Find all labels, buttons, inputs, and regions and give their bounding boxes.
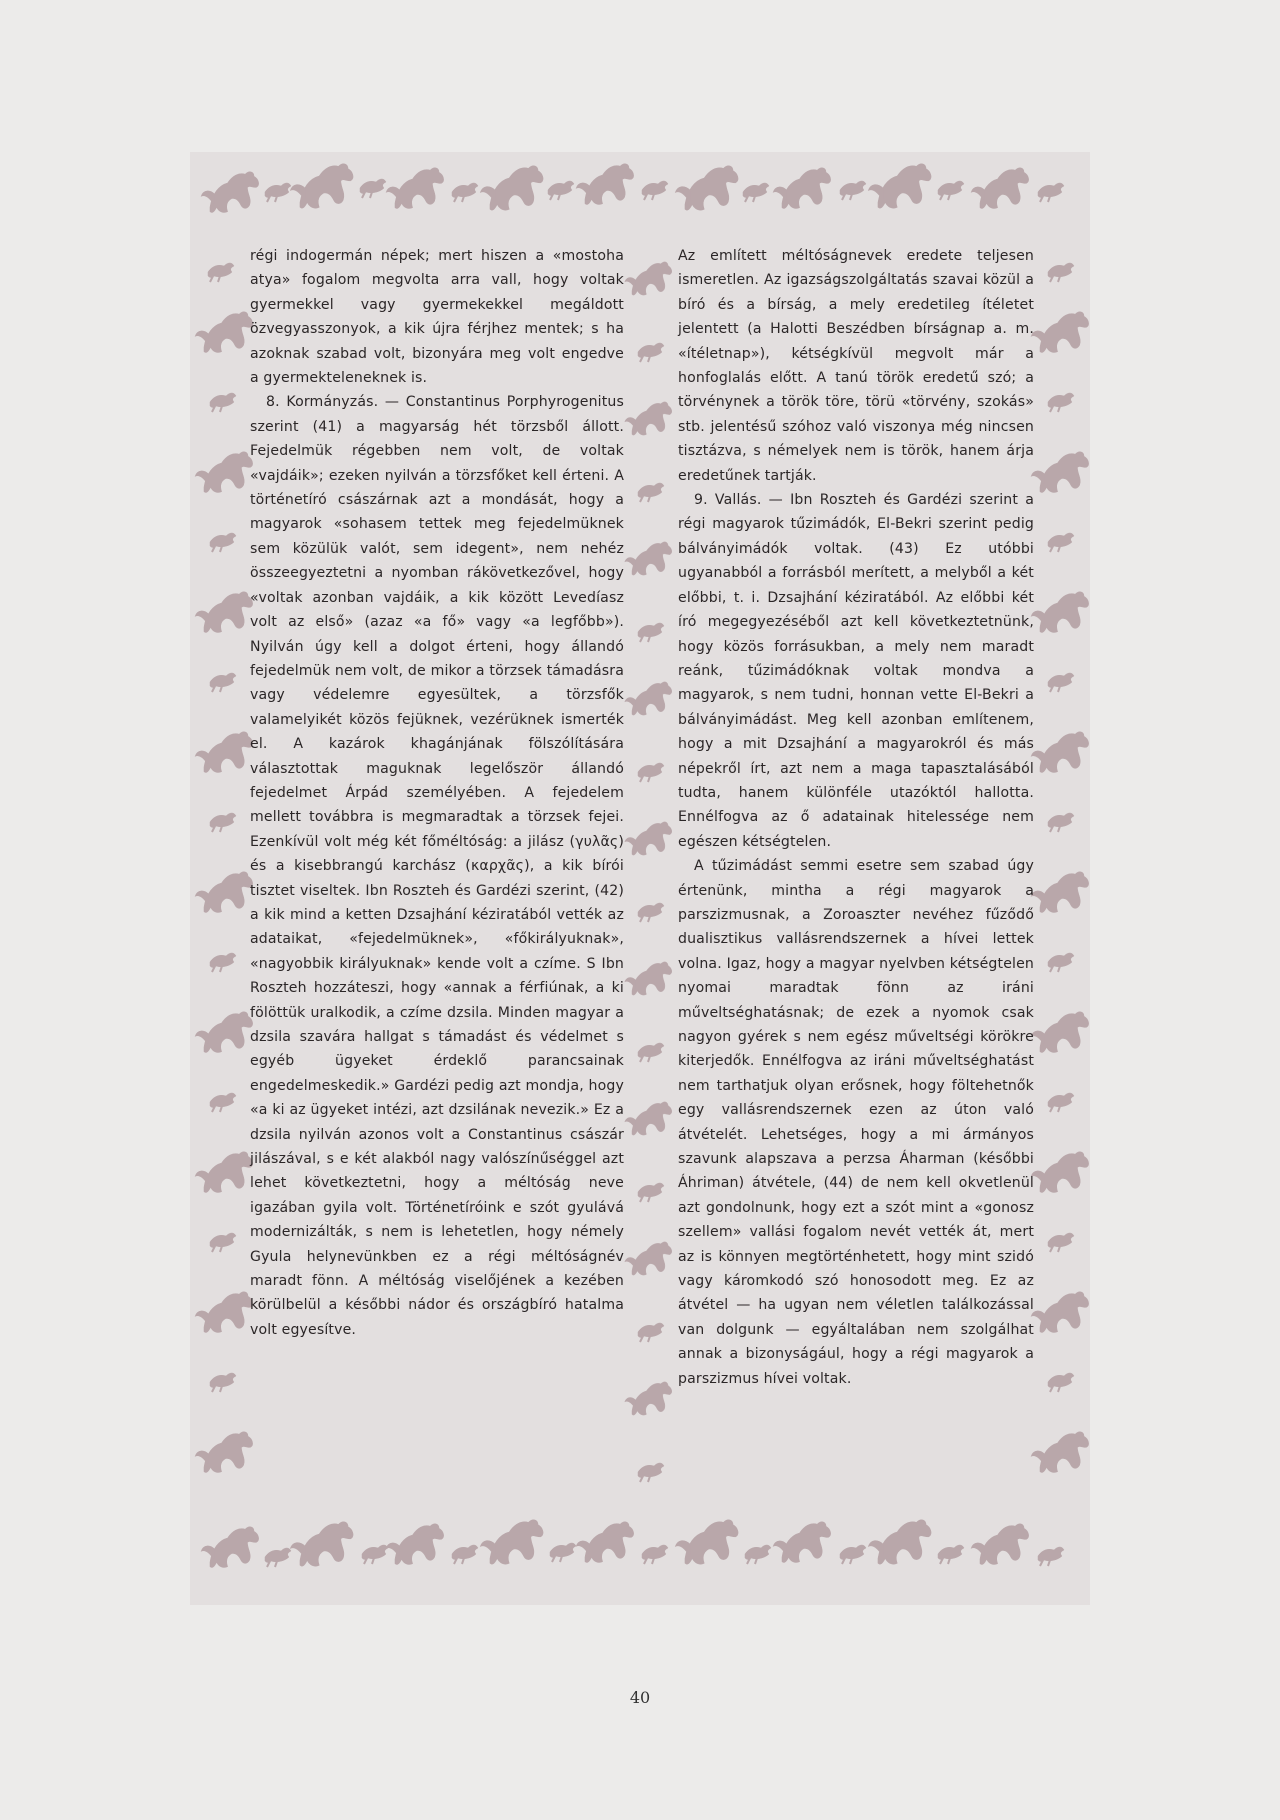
page-number: 40 bbox=[629, 1688, 651, 1707]
page-panel bbox=[190, 152, 1090, 1605]
paragraph: régi indogermán népek; mert hiszen a «mostoha atya» fogalom megvolta arra vall, hogy voltak gyermekkel vagy gyermekekkel megáldott özvegyasszonyok, a kik újra férjhez mentek; s ha azoknak szabad volt, bizonyára meg volt engedve a gyermekteleneknek is. bbox=[250, 248, 624, 387]
left-text-column bbox=[250, 244, 624, 1342]
paragraph: 9. Vallás. — Ibn Roszteh és Gardézi szerint a régi magyarok tűzimádók, El-Bekri szerint pedig bálványimádók voltak. (43) Ez utóbbi ugyanabból a forrásból merített, a melyből a két előbbi, t. i. Dzsajhání kéziratából. Az előbbi két író megegyezéséből azt kell következtetnünk, hogy közös forrásukban, a mely nem maradt reánk, tűzimádóknak voltak mondva a magyarok, s nem tudni, honnan vette El-Bekri a bálványimádást. Meg kell azonban említenem, hogy a mit Dzsajhání a magyarokról és más népekről írt, azt nem a maga tapasztalásából tudta, hanem különféle utazóktól hallotta. Ennélfogva az ő adatainak hitelessége nem egészen kétségtelen. bbox=[678, 492, 1034, 850]
right-text-column bbox=[678, 244, 1034, 1391]
paragraph: A tűzimádást semmi esetre sem szabad úgy értenünk, mintha a régi magyarok a parszizmusnak, a Zoroaszter nevéhez fűződő dualisztikus vallásrendszernek a hívei lettek volna. Igaz, hogy a magyar nyelvben kétségtelen nyomai maradtak fönn az iráni műveltséghatásnak; de ezek a nyomok csak nagyon gyérek s nem egész műveltségi körökre kiterjedők. Ennélfogva az iráni műveltséghatást nem tarthatjuk olyan erősnek, hogy föltehetnők egy vallásrendszernek ezen az úton való átvételét. Lehetséges, hogy a mi ármányos szavunk alapszava a perzsa Áharman (későbbi Áhriman) átvétele, (44) de nem kell okvetlenül azt gondolnunk, hogy ezt a szót mint a «gonosz szellem» vallási fogalom nevét vették át, mert az is könnyen megtörténhetett, hogy mint szidó vagy káromkodó szó honosodott meg. Ez az átvétel — ha ugyan nem véletlen találkozással van dolgunk — egyáltalában nem szolgálhat annak a bizonyságául, hogy a régi magyarok a parszizmus hívei voltak. bbox=[678, 858, 1034, 1387]
paragraph: Az említett méltóságnevek eredete teljesen ismeretlen. Az igazságszolgáltatás szavai közül a bíró és a bírság, a mely eredetileg ítéletet jelentett (a Halotti Beszédben bírságnap a. m. «ítéletnap»), kétségkívül megvolt már a honfoglalás előtt. A tanú török eredetű szó; a törvénynek a török töre, törü «törvény, szokás» stb. jelentésű szóhoz való viszonya még nincsen tisztázva, s némelyek nem is török, hanem árja eredetűnek tartják. bbox=[678, 248, 1034, 484]
paragraph: 8. Kormányzás. — Constantinus Porphyrogenitus szerint (41) a magyarság hét törzsből állott. Fejedelmük régebben nem volt, de voltak «vajdáik»; ezeken nyilván a törzsfőket kell érteni. A történetíró császárnak azt a mondását, hogy a magyarok «sohasem tettek meg fejedelmüknek sem közülük valót, sem idegent», nem nehéz összeegyeztetni a nyomban rákövetkezővel, hogy «voltak azonban vajdáik, a kik között Levedíasz volt az első» (azaz «a fő» vagy «a legfőbb»). Nyilván úgy kell a dolgot érteni, hogy állandó fejedelmük nem volt, de mikor a törzsek támadásra vagy védelemre egyesültek, a törzsfők valamelyikét közös fejüknek, vezérüknek ismerték el. A kazárok khagánjának fölszólítására választottak maguknak legelőször állandó fejedelmet Árpád személyében. A fejedelem mellett továbbra is megmaradtak a törzsek fejei. Ezenkívül volt még két főméltóság: a jilász (γυλᾶς) és a kisebbrangú karchász (καρχᾶς), a kik bírói tisztet viseltek. Ibn Roszteh és Gardézi szerint, (42) a kik mind a ketten Dzsajhání kéziratából vették az adataikat, «fejedelmüknek», «főkirályuknak», «nagyobbik királyuknak» kende volt a czíme. S Ibn Roszteh hozzáteszi, hogy «annak a férfiúnak, a ki fölöttük uralkodik, a czíme dzsila. Minden magyar a dzsila szavára hallgat s támadást és védelmet s egyéb ügyeket érdeklő parancsainak engedelmeskedik.» Gardézi pedig azt mondja, hogy «a ki az ügyeket intézi, azt dzsilának nevezik.» Ez a dzsila nyilván azonos volt a Constantinus császár jilászával, s e két alakból nagy valószínűséggel azt lehet következtetni, hogy a méltóság neve igazában gyila volt. Történetíróink e szót gyulává modernizálták, s nem is lehetetlen, hogy némely Gyula helynevünkben ez a régi méltóságnév maradt fönn. A méltóság viselőjének a kezében körülbelül a későbbi nádor és országbíró hatalma volt egyesítve. bbox=[250, 394, 624, 1338]
